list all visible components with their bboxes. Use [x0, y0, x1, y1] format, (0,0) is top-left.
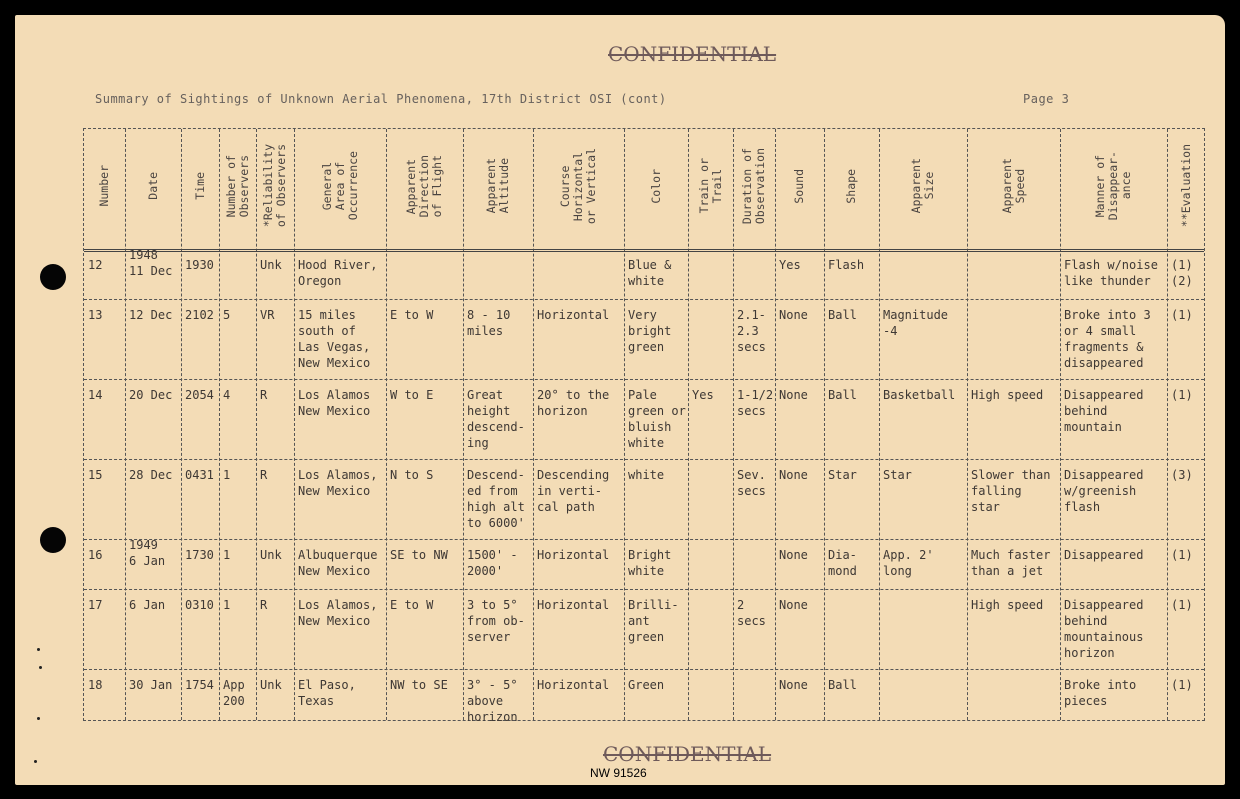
cell-sound: None	[779, 548, 808, 562]
column-header-label: Duration of Observation	[740, 147, 767, 225]
cell-direction: SE to NW	[390, 548, 448, 562]
cell-time: 1754	[185, 678, 214, 692]
cell-shape: Star	[828, 468, 857, 482]
column-header-label: Color	[648, 168, 663, 204]
cell-observers: 1	[223, 468, 231, 482]
column-header-evaluation	[1167, 133, 1206, 239]
cell-sound: None	[779, 678, 808, 692]
column-header-label: Train or Trail	[696, 158, 724, 214]
cell-reliability: VR	[260, 308, 275, 322]
document-page	[15, 15, 1225, 785]
cell-date: 30 Jan	[129, 678, 173, 692]
cell-evaluation: (1)	[1171, 308, 1193, 322]
speck	[37, 648, 40, 651]
cell-direction: NW to SE	[390, 678, 448, 692]
cell-course: Horizontal	[537, 678, 610, 692]
row-divider	[84, 669, 1204, 670]
cell-reliability: R	[260, 468, 268, 482]
cell-direction: W to E	[390, 388, 434, 402]
cell-observers: 5	[223, 308, 231, 322]
cell-disappearance: Disappeared w/greenish flash	[1064, 468, 1144, 514]
cell-area: Albuquerque New Mexico	[298, 548, 378, 578]
row-divider	[84, 539, 1204, 540]
column-header-label: Course Horizontal or Vertical	[558, 147, 598, 225]
cell-time: 2102	[185, 308, 214, 322]
cell-size: Magnitude -4	[883, 308, 949, 338]
column-header-label: Time	[192, 172, 207, 200]
column-header-label: Sound	[792, 168, 806, 204]
cell-direction: E to W	[390, 598, 434, 612]
archive-id: NW 91526	[590, 766, 647, 780]
cell-disappearance: Flash w/noise like thunder	[1064, 258, 1158, 288]
punch-hole-bottom	[40, 527, 66, 553]
cell-color: Very bright green	[628, 308, 672, 354]
cell-size: Star	[883, 468, 912, 482]
cell-sound: None	[779, 388, 808, 402]
cell-disappearance: Broke into 3 or 4 small fragments & disappeared	[1064, 308, 1151, 370]
column-header-date	[125, 133, 181, 239]
sightings-table	[83, 128, 1205, 724]
cell-color: Bright white	[628, 548, 672, 578]
cell-number: 18	[88, 678, 103, 692]
column-header-label: Number	[97, 165, 111, 207]
cell-observers: 4	[223, 388, 231, 402]
speck	[37, 717, 40, 720]
cell-shape: Ball	[828, 308, 857, 322]
cell-time: 0310	[185, 598, 214, 612]
cell-shape: Dia- mond	[828, 548, 857, 578]
cell-observers: 1	[223, 598, 231, 612]
cell-time: 0431	[185, 468, 214, 482]
cell-altitude: 1500' - 2000'	[467, 548, 518, 578]
cell-date: 1948 11 Dec	[129, 248, 173, 278]
cell-altitude: Great height descend- ing	[467, 388, 525, 450]
cell-number: 15	[88, 468, 103, 482]
cell-duration: 2.1- 2.3 secs	[737, 308, 766, 354]
column-header-label: Number of Observers	[223, 154, 251, 218]
cell-reliability: R	[260, 388, 268, 402]
cell-area: Los Alamos New Mexico	[298, 388, 371, 418]
cell-course: Horizontal	[537, 308, 610, 322]
cell-duration: 1-1/2 secs	[737, 388, 774, 418]
row-divider	[84, 589, 1204, 590]
cell-color: Brilli- ant green	[628, 598, 679, 644]
cell-time: 2054	[185, 388, 214, 402]
cell-size: Basketball	[883, 388, 956, 402]
cell-disappearance: Broke into pieces	[1064, 678, 1137, 708]
column-header-label: Apparent Speed	[999, 158, 1027, 214]
cell-direction: N to S	[390, 468, 434, 482]
page-number: Page 3	[1023, 92, 1070, 106]
cell-date: 1949 6 Jan	[129, 538, 166, 568]
cell-observers: App 200	[223, 678, 245, 708]
cell-speed: Much faster than a jet	[971, 548, 1051, 578]
column-header-label: Apparent Direction of Flight	[404, 154, 444, 218]
punch-hole-top	[40, 264, 66, 290]
cell-evaluation: (1)	[1171, 678, 1193, 692]
column-header-trail	[688, 133, 733, 239]
cell-evaluation: (1)	[1171, 548, 1193, 562]
cell-speed: High speed	[971, 388, 1044, 402]
column-header-label: *Reliability of Observers	[261, 144, 288, 228]
cell-number: 12	[88, 258, 103, 272]
cell-altitude: 3 to 5° from ob- server	[467, 598, 525, 644]
cell-date: 28 Dec	[129, 468, 173, 482]
cell-sound: Yes	[779, 258, 801, 272]
cell-area: El Paso, Texas	[298, 678, 356, 708]
column-header-direction	[386, 133, 463, 239]
cell-course: Horizontal	[537, 598, 610, 612]
column-header-altitude	[463, 133, 533, 239]
cell-course: Horizontal	[537, 548, 610, 562]
column-header-label: Apparent Altitude	[484, 158, 511, 214]
row-divider	[84, 249, 1204, 252]
column-header-area	[294, 133, 386, 239]
column-header-label: Apparent Size	[909, 158, 936, 214]
column-header-shape	[824, 133, 879, 239]
cell-evaluation: (1)	[1171, 598, 1193, 612]
cell-shape: Ball	[828, 678, 857, 692]
speck	[34, 760, 37, 763]
cell-color: white	[628, 468, 665, 482]
cell-observers: 1	[223, 548, 231, 562]
cell-reliability: R	[260, 598, 268, 612]
column-header-color	[624, 133, 688, 239]
column-header-size	[879, 133, 967, 239]
cell-reliability: Unk	[260, 678, 282, 692]
cell-number: 16	[88, 548, 103, 562]
cell-disappearance: Disappeared behind mountainous horizon	[1064, 598, 1144, 660]
cell-course: 20° to the horizon	[537, 388, 610, 418]
row-divider	[84, 379, 1204, 380]
column-header-reliability	[256, 133, 294, 239]
cell-disappearance: Disappeared behind mountain	[1064, 388, 1144, 434]
column-header-label: Manner of Disappear- ance	[1093, 151, 1133, 221]
column-header-label: Date	[145, 172, 160, 200]
column-header-course	[533, 133, 624, 239]
cell-area: 15 miles south of Las Vegas, New Mexico	[298, 308, 371, 370]
cell-evaluation: (3)	[1171, 468, 1193, 482]
classification-top: CONFIDENTIAL	[608, 42, 777, 66]
cell-time: 1930	[185, 258, 214, 272]
column-header-observers	[219, 133, 256, 239]
cell-trail: Yes	[692, 388, 714, 402]
cell-sound: None	[779, 308, 808, 322]
column-header-label: Shape	[844, 168, 858, 204]
classification-bottom: CONFIDENTIAL	[603, 742, 772, 766]
column-header-label: General Area of Occurrence	[319, 151, 360, 221]
row-divider	[84, 299, 1204, 300]
cell-course: Descending in verti- cal path	[537, 468, 610, 514]
cell-altitude: 8 - 10 miles	[467, 308, 511, 338]
cell-date: 20 Dec	[129, 388, 173, 402]
speck	[39, 666, 42, 669]
cell-disappearance: Disappeared	[1064, 548, 1144, 562]
cell-number: 13	[88, 308, 103, 322]
cell-duration: 2 secs	[737, 598, 766, 628]
cell-area: Hood River, Oregon	[298, 258, 378, 288]
cell-speed: High speed	[971, 598, 1044, 612]
cell-date: 6 Jan	[129, 598, 166, 612]
document-title: Summary of Sightings of Unknown Aerial Phenomena, 17th District OSI (cont)	[95, 92, 667, 106]
cell-speed: Slower than falling star	[971, 468, 1051, 514]
cell-reliability: Unk	[260, 548, 282, 562]
cell-size: App. 2' long	[883, 548, 934, 578]
cell-number: 17	[88, 598, 103, 612]
column-header-time	[181, 133, 219, 239]
cell-altitude: Descend- ed from high alt to 6000'	[467, 468, 525, 530]
cell-evaluation: (1) (2)	[1171, 258, 1193, 288]
cell-shape: Flash	[828, 258, 865, 272]
column-header-disappearance	[1060, 133, 1167, 239]
column-header-sound	[775, 133, 824, 239]
cell-area: Los Alamos, New Mexico	[298, 598, 378, 628]
cell-sound: None	[779, 598, 808, 612]
cell-sound: None	[779, 468, 808, 482]
cell-shape: Ball	[828, 388, 857, 402]
cell-number: 14	[88, 388, 103, 402]
cell-color: Green	[628, 678, 665, 692]
column-header-number	[84, 133, 125, 239]
row-divider	[84, 459, 1204, 460]
column-header-label: **Evaluation	[1179, 144, 1193, 228]
column-header-speed	[967, 133, 1060, 239]
cell-evaluation: (1)	[1171, 388, 1193, 402]
cell-color: Blue & white	[628, 258, 672, 288]
cell-altitude: 3° - 5° above horizon	[467, 678, 518, 724]
cell-color: Pale green or bluish white	[628, 388, 686, 450]
cell-direction: E to W	[390, 308, 434, 322]
cell-duration: Sev. secs	[737, 468, 766, 498]
column-header-duration	[733, 133, 775, 239]
cell-time: 1730	[185, 548, 214, 562]
cell-date: 12 Dec	[129, 308, 173, 322]
cell-area: Los Alamos, New Mexico	[298, 468, 378, 498]
cell-reliability: Unk	[260, 258, 282, 272]
